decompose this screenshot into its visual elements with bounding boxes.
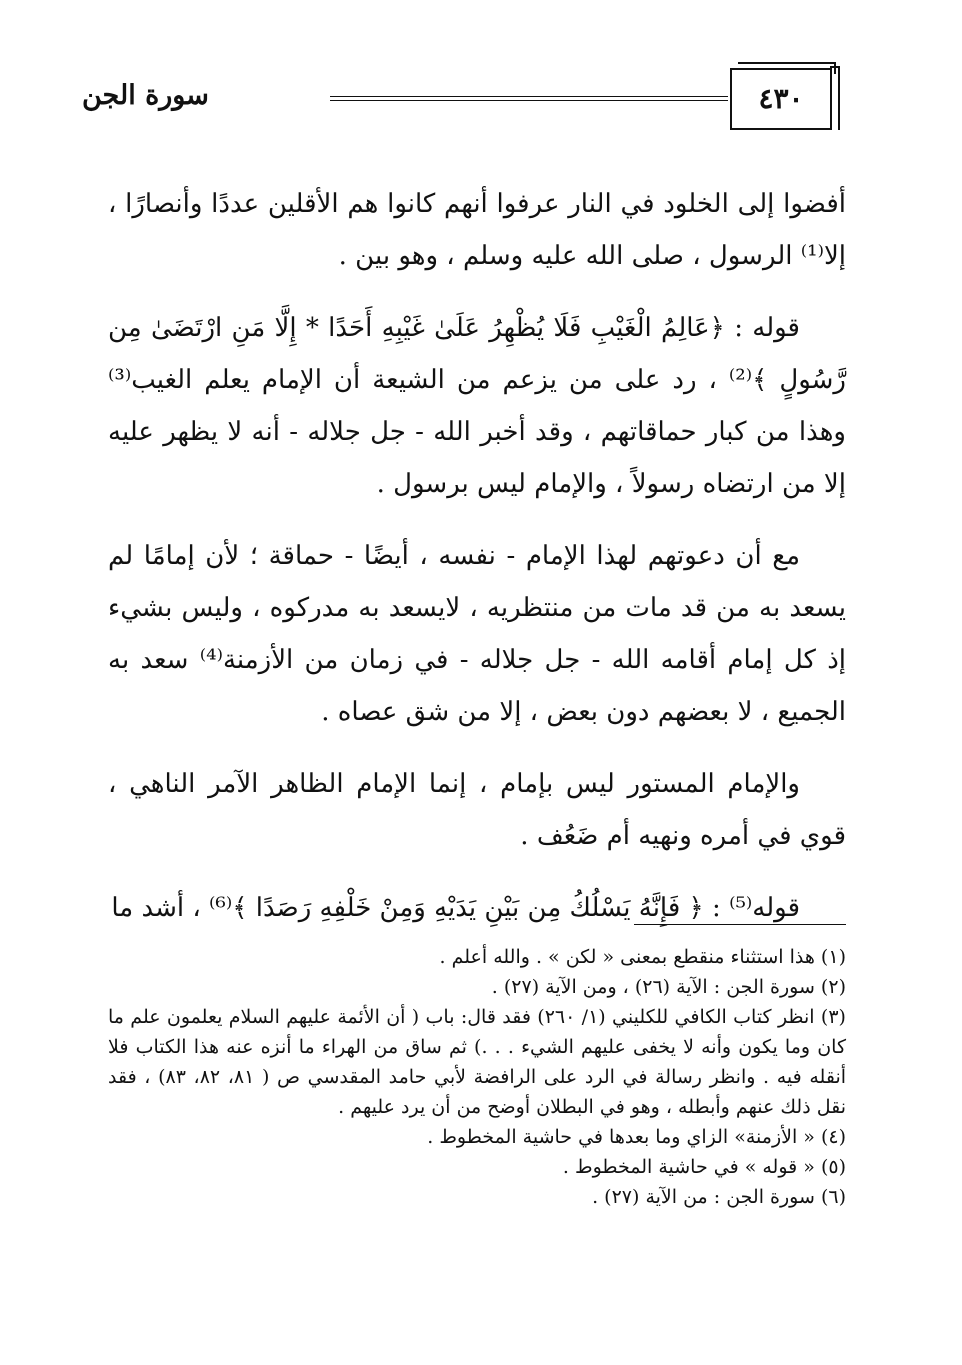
- paragraph-5: قوله⁽⁵⁾ : ﴿ فَإِنَّهُ يَسْلُكُ مِن بَيْنِ يَدَيْهِ وَمِنْ خَلْفِهِ رَصَدًا ﴾⁽⁶⁾ ، أشد ما: [111, 893, 800, 923]
- footnotes: [108, 942, 846, 1212]
- footnote-1: (١) هذا استثناء منقطع بمعنى « لكن » . والله أعلم .: [439, 946, 846, 968]
- footnote-2: (٢) سورة الجن : الآية (٢٦) ، ومن الآية (٢٧) .: [491, 976, 846, 998]
- footnote-5: (٥) « قوله » في حاشية المخطوط .: [562, 1156, 846, 1178]
- paragraph-1: أفضوا إلى الخلود في النار عرفوا أنهم كانوا هم الأقلين عددًا وأنصارًا ، إلا⁽¹⁾ الرسول ، صلى الله عليه وسلم ، وهو بين .: [108, 189, 846, 271]
- page-number-box: [730, 68, 832, 130]
- page-box-frame: [830, 66, 840, 130]
- footnote-3: (٣) انظر كتاب الكافي للكليني (١/ ٢٦٠) فقد قال: باب ( أن الأئمة عليهم السلام يعلمون علم ما كان وما يكون وأنه لا يخفى عليهم الشيء . . .) ثم ساق من الهراء ما أنزه عنه هذا الكتاب فلا أنقله فيه . وانظر رسالة في الرد على الرافضة لأبي حامد المقدسي ص ( ٨١، ٨٢، ٨٣) ، فقد نقل ذلك عنهم وأبطله ، وهو في البطلان أوضح من أن يرد عليهم .: [108, 1006, 847, 1118]
- main-text: [108, 178, 846, 954]
- footnote-4: (٤) « الأزمنة» الزاي وما بعدها في حاشية المخطوط .: [427, 1126, 846, 1148]
- paragraph-4: والإمام المستور ليس بإمام ، إنما الإمام الظاهر الآمر الناهي ، قوي في أمره ونهيه أم ضَعُف .: [108, 769, 846, 851]
- footnote-separator: [634, 924, 846, 925]
- footnote-6: (٦) سورة الجن : من الآية (٢٧) .: [592, 1186, 846, 1208]
- paragraph-2: قوله : ﴿عَالِمُ الْغَيْبِ فَلَا يُظْهِرُ عَلَىٰ غَيْبِهِ أَحَدًا * إِلَّا مَنِ ارْتَضَىٰ مِن رَّسُولٍ ﴾⁽²⁾ ، رد على من يزعم من الشيعة أن الإمام يعلم الغيب⁽³⁾ وهذا من كبار حماقاتهم ، وقد أخبر الله - جل جلاله - أنه لا يظهر عليه إلا من ارتضاه رسولاً ، والإمام ليس برسول .: [108, 313, 846, 499]
- surah-title: سورة الجن: [82, 80, 209, 111]
- page-header: [0, 62, 962, 152]
- page-number: ٤٣٠: [758, 82, 804, 115]
- paragraph-3: مع أن دعوتهم لهذا الإمام - نفسه ، أيضًا - حماقة ؛ لأن إمامًا لم يسعد به من قد مات من منتظريه ، لايسعد به مدركوه ، وليس بشيء إذ كل إمام أقامه الله - جل جلاله - في زمان من الأزمنة⁽⁴⁾ سعد به الجميع ، لا بعضهم دون بعض ، إلا من شق عصاه .: [108, 541, 846, 727]
- header-rule: [330, 96, 728, 101]
